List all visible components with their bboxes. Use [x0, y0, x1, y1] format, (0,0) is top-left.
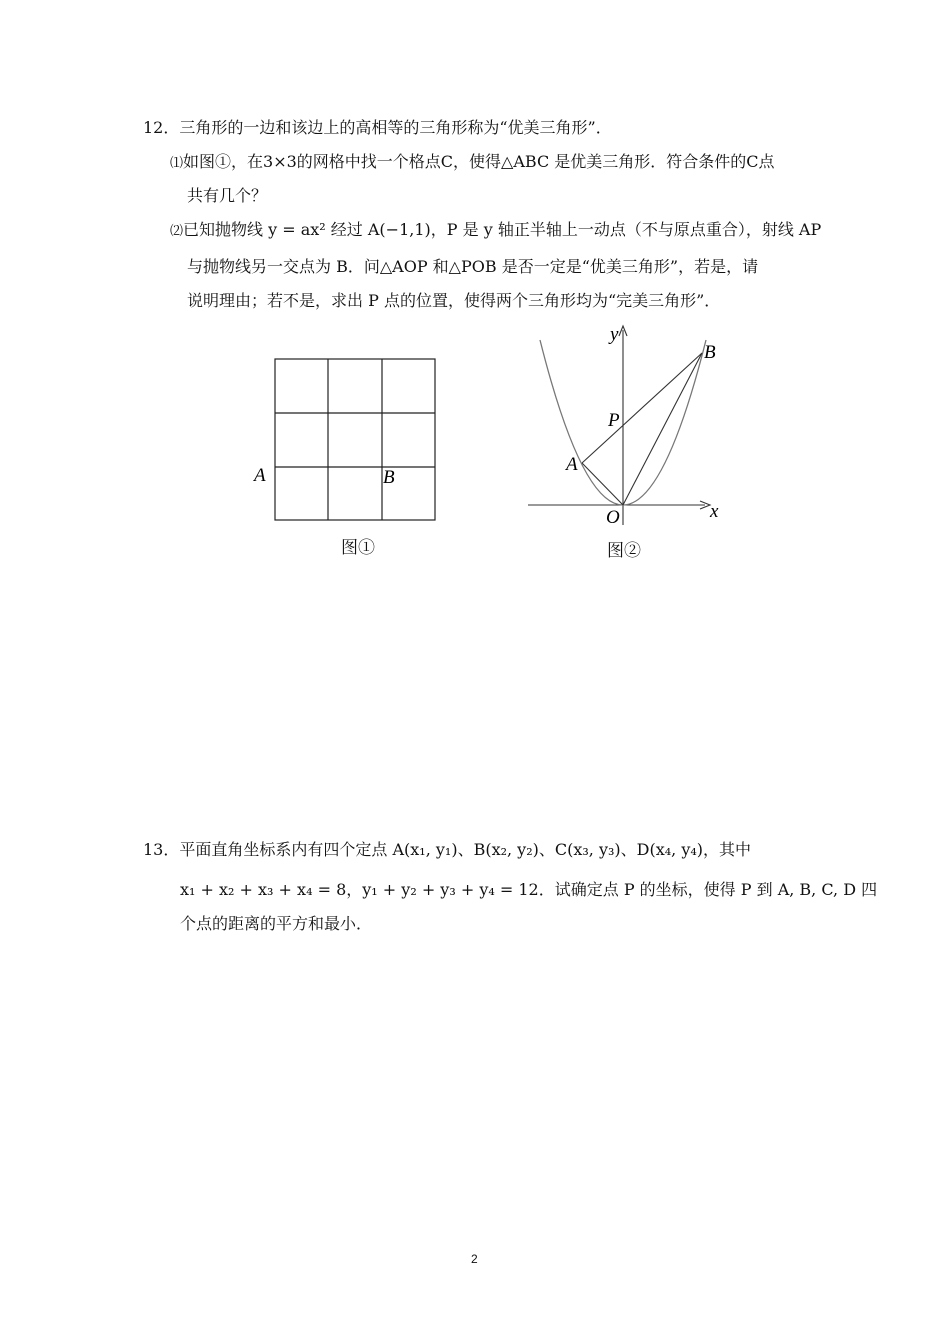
- fig1-caption: 图①: [341, 538, 375, 558]
- q12-number: 12．: [143, 118, 180, 137]
- q12-part1-text2: 共有几个？: [187, 186, 268, 205]
- q12-part2-line3: [187, 291, 720, 311]
- q12-part1-line1: [170, 152, 775, 174]
- q12-part2-text2: 与抛物线另一交点为 B．问△AOP 和△POB 是否一定是“优美三角形”，若是，请: [187, 257, 759, 276]
- q12-part2-marker: ⑵: [170, 224, 184, 239]
- q13-text1: 平面直角坐标系内有四个定点 A(x₁, y₁)、B(x₂, y₂)、C(x₃, y₃)、D(x₄, y₄)，其中: [179, 840, 752, 859]
- q12-part1-line2: [187, 186, 267, 206]
- q13-number: 13．: [143, 840, 180, 859]
- grid-border: [275, 359, 435, 520]
- fig2-label-y: y: [610, 324, 619, 345]
- fig2-label-o: O: [606, 507, 620, 528]
- q12-stem: 三角形的一边和该边上的高相等的三角形称为“优美三角形”．: [179, 118, 612, 137]
- ray-ap: [582, 353, 702, 463]
- fig2-caption: 图②: [607, 541, 641, 561]
- q13-line3: [180, 914, 372, 934]
- segment-ob: [623, 353, 702, 505]
- fig1-label-a: A: [254, 465, 266, 486]
- q12-part1-marker: ⑴: [170, 156, 184, 171]
- fig1-label-b: B: [383, 467, 395, 488]
- fig2-label-b: B: [704, 342, 716, 363]
- q13-text3: 个点的距离的平方和最小．: [180, 914, 373, 933]
- q12-part2-text1: 已知抛物线 y = ax² 经过 A(−1,1)，P 是 y 轴正半轴上一动点（不与原点重合），射线 AP: [183, 220, 822, 239]
- q13-line2: [180, 880, 877, 900]
- q12-part1-text1: 如图①，在3×3的网格中找一个格点C，使得△ABC 是优美三角形．符合条件的C点: [183, 152, 775, 171]
- page-number: 2: [471, 1252, 478, 1266]
- q13-line1: [143, 840, 751, 860]
- q12-part2-text3: 说明理由；若不是，求出 P 点的位置，使得两个三角形均为“完美三角形”．: [187, 291, 721, 310]
- figure-1-grid: [250, 350, 450, 535]
- segment-oa: [582, 463, 623, 505]
- figure-2-parabola: [520, 320, 750, 535]
- fig2-label-x: x: [710, 501, 719, 522]
- q12-part2-line1: [170, 220, 821, 242]
- fig2-label-p: P: [608, 410, 620, 431]
- q13-text2: x₁ + x₂ + x₃ + x₄ = 8，y₁ + y₂ + y₃ + y₄ = 12．试确定点 P 的坐标，使得 P 到 A, B, C, D 四: [180, 880, 878, 899]
- q12-part2-line2: [187, 257, 758, 277]
- fig2-label-a: A: [566, 454, 578, 475]
- q12-stem-line: [143, 118, 612, 138]
